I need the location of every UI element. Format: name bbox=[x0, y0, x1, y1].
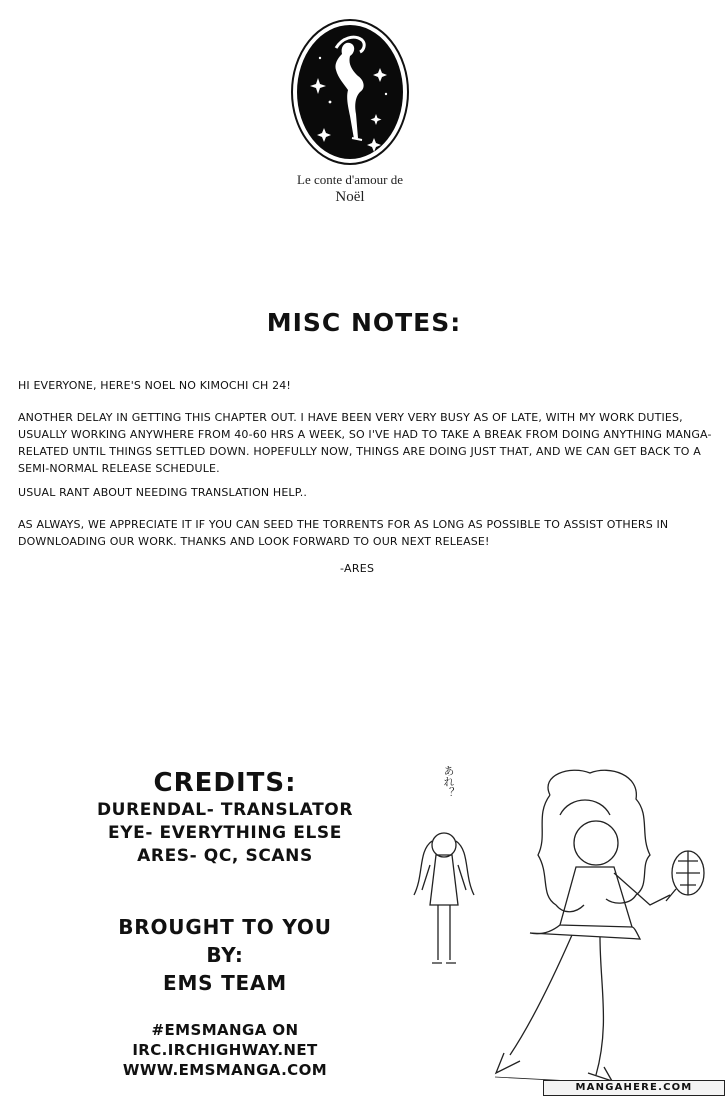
website-url: WWW.EMSMANGA.COM bbox=[122, 1061, 328, 1079]
credit-line: EYE- EVERYTHING ELSE bbox=[108, 823, 342, 843]
team-name: EMS TEAM bbox=[162, 971, 288, 995]
note-paragraph: AS ALWAYS, WE APPRECIATE IT IF YOU CAN SEED THE TORRENTS FOR AS LONG AS POSSIBLE TO ASSIST OTHERS IN DOWNLOADING OUR WORK. THANKS AND LOOK FORWARD TO OUR NEXT RELEASE! bbox=[18, 518, 669, 548]
credit-line: DURENDAL- TRANSLATOR bbox=[96, 800, 354, 820]
logo-caption-line1: Le conte d'amour de bbox=[297, 172, 403, 187]
running-girl-figure bbox=[496, 770, 704, 1081]
credits-title: CREDITS: bbox=[153, 768, 297, 798]
notes-title: MISC NOTES: bbox=[266, 308, 462, 337]
watermark-badge: MANGAHERE.COM bbox=[543, 1080, 725, 1096]
small-girl-figure bbox=[414, 833, 474, 963]
notes-signature: -ARES bbox=[340, 562, 375, 575]
brought-to-you-line: BROUGHT TO YOU bbox=[118, 915, 332, 939]
note-paragraph: USUAL RANT ABOUT NEEDING TRANSLATION HELP.. bbox=[18, 486, 308, 499]
irc-channel: #EMSMANGA ON bbox=[151, 1021, 299, 1039]
logo-caption-line2: Noël bbox=[335, 189, 365, 205]
exclamation-text: あれ？ bbox=[442, 765, 455, 798]
irc-server: IRC.IRCHIGHWAY.NET bbox=[132, 1041, 318, 1059]
brought-to-you-line: BY: bbox=[206, 943, 244, 967]
note-paragraph: ANOTHER DELAY IN GETTING THIS CHAPTER OUT. I HAVE BEEN VERY VERY BUSY AS OF LATE, WITH MY WORK DUTIES, USUALLY WORKING ANYWHERE FROM 40-60 HRS A WEEK, SO I'VE HAD TO TAKE A BREAK FROM DOING ANYTHING MANGA-RELATED UNTIL THINGS SETTLED DOWN. HOPEFULLY NOW, THINGS ARE DOING JUST THAT, AND WE CAN GET BACK TO A SEMI-NORMAL RELEASE SCHEDULE. bbox=[18, 411, 712, 475]
skater-logo bbox=[290, 18, 410, 166]
credit-line: ARES- QC, SCANS bbox=[137, 846, 313, 866]
note-paragraph: HI EVERYONE, HERE'S NOEL NO KIMOCHI CH 24! bbox=[18, 379, 291, 392]
manga-illustration bbox=[400, 755, 720, 1085]
